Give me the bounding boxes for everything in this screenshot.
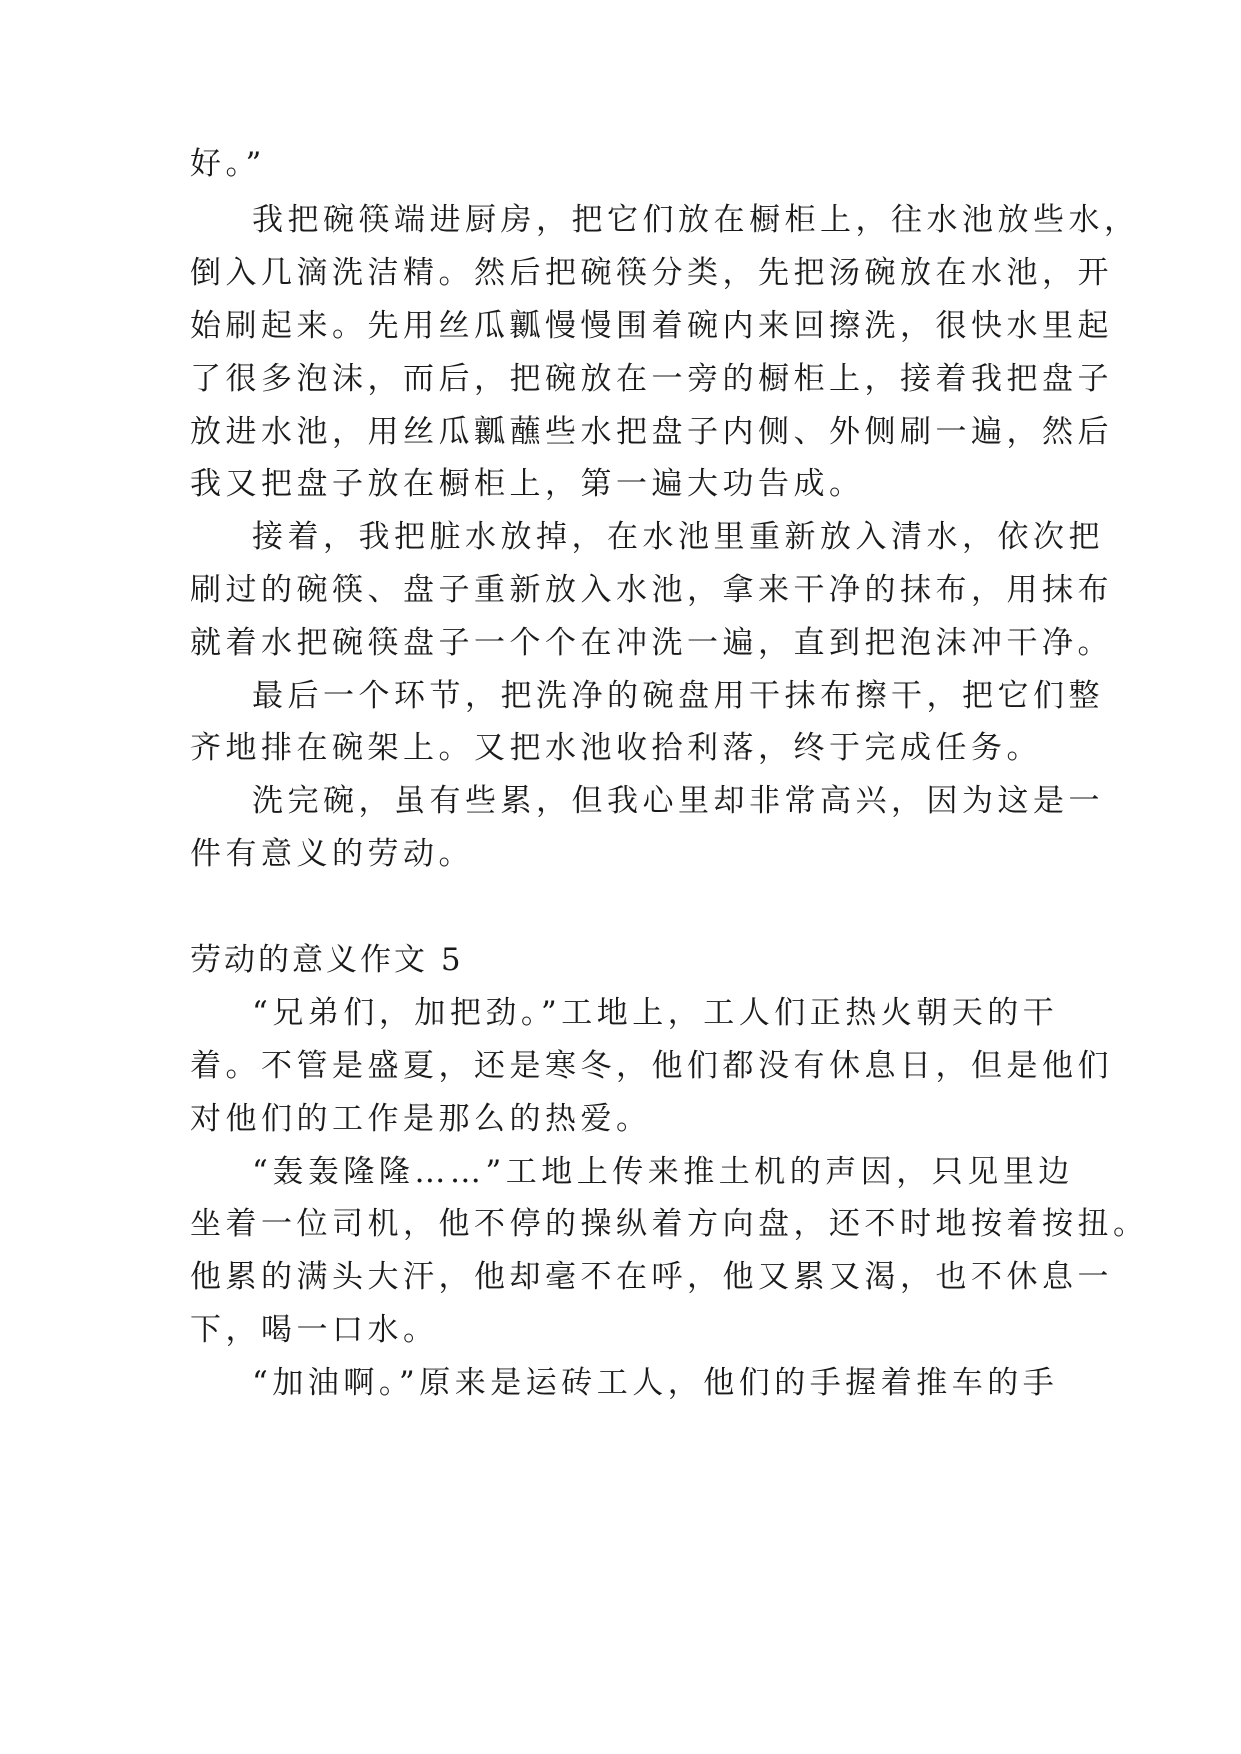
text-line: 好。” (190, 146, 266, 182)
paragraph-first-line: 洗完碗，虽有些累，但我心里却非常高兴，因为这是一 (252, 783, 1104, 819)
text-line: 下，喝一口水。 (190, 1312, 439, 1348)
paragraph-first-line: “兄弟们，加把劲。”工地上，工人们正热火朝天的干 (252, 995, 1059, 1031)
text-line: 刷过的碗筷、盘子重新放入水池，拿来干净的抹布，用抹布 (190, 572, 1113, 608)
text-line: 坐着一位司机，他不停的操纵着方向盘，还不时地按着按扭。 (190, 1206, 1149, 1242)
text-line: 我又把盘子放在橱柜上，第一遍大功告成。 (190, 466, 865, 502)
section-heading: 劳动的意义作文 5 (190, 942, 464, 978)
text-line: 了很多泡沫，而后，把碗放在一旁的橱柜上，接着我把盘子 (190, 361, 1113, 397)
text-line: 对他们的工作是那么的热爱。 (190, 1101, 652, 1137)
text-line: 件有意义的劳动。 (190, 836, 474, 872)
text-line: 始刷起来。先用丝瓜瓤慢慢围着碗内来回擦洗，很快水里起 (190, 308, 1113, 344)
text-line: 放进水池，用丝瓜瓤蘸些水把盘子内侧、外侧刷一遍，然后 (190, 414, 1113, 450)
paragraph-first-line: 最后一个环节，把洗净的碗盘用干抹布擦干，把它们整 (252, 678, 1104, 714)
text-line: 齐地排在碗架上。又把水池收拾利落，终于完成任务。 (190, 730, 1042, 766)
paragraph-first-line: “轰轰隆隆……”工地上传来推土机的声因，只见里边 (252, 1154, 1074, 1190)
paragraph-first-line: “加油啊。”原来是运砖工人，他们的手握着推车的手 (252, 1365, 1059, 1401)
paragraph-first-line: 接着，我把脏水放掉，在水池里重新放入清水，依次把 (252, 519, 1104, 555)
text-line: 就着水把碗筷盘子一个个在冲洗一遍，直到把泡沫冲干净。 (190, 625, 1113, 661)
text-line: 他累的满头大汗，他却毫不在呼，他又累又渴，也不休息一 (190, 1259, 1113, 1295)
text-line: 着。不管是盛夏，还是寒冬，他们都没有休息日，但是他们 (190, 1048, 1113, 1084)
paragraph-first-line: 我把碗筷端进厨房，把它们放在橱柜上，往水池放些水， (252, 202, 1140, 238)
text-line: 倒入几滴洗洁精。然后把碗筷分类，先把汤碗放在水池，开 (190, 255, 1113, 291)
